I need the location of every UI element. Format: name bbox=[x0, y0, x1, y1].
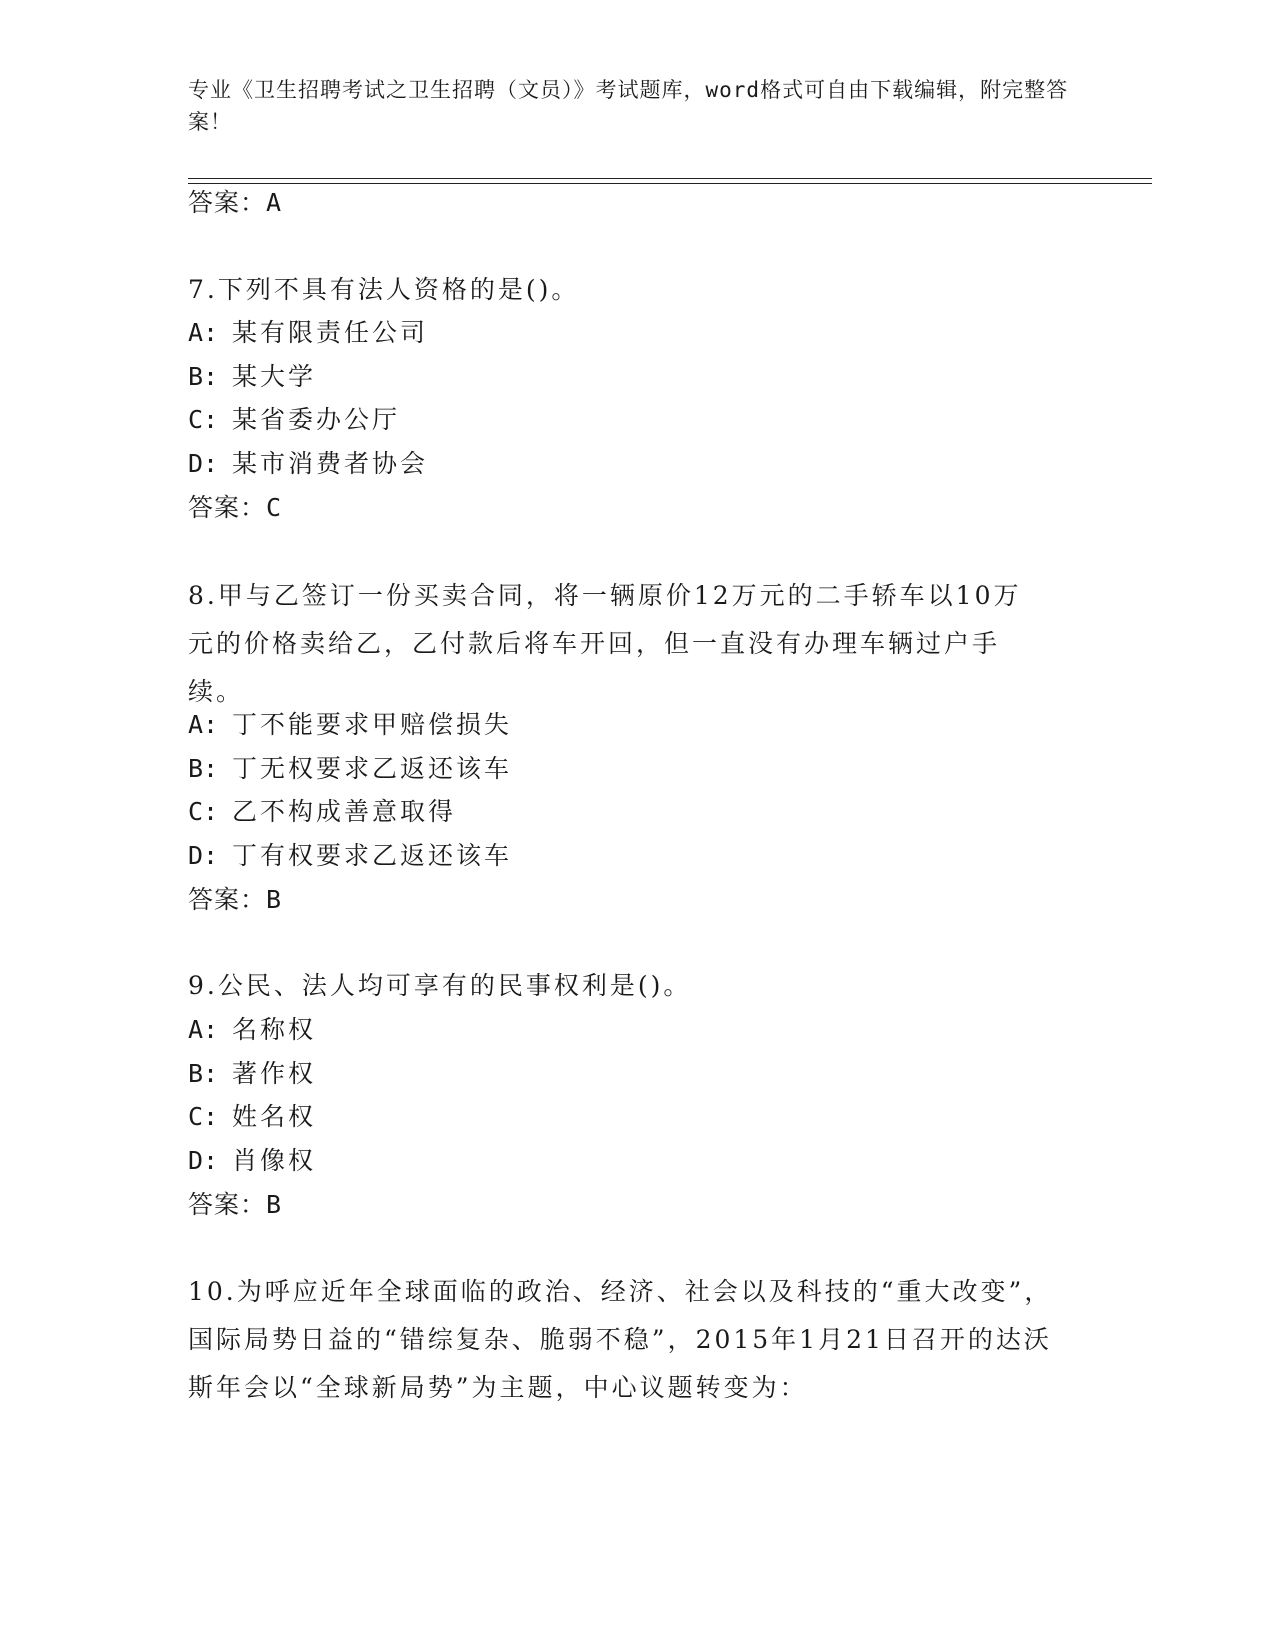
option bbox=[188, 1015, 316, 1045]
answer-value: A bbox=[266, 188, 283, 217]
option-key: C: bbox=[188, 405, 219, 434]
answer-line bbox=[188, 188, 282, 218]
option-text: 某省委办公厅 bbox=[232, 405, 401, 434]
header-divider bbox=[188, 178, 1152, 179]
option-key: B: bbox=[188, 754, 219, 783]
question-stem: 7.下列不具有法人资格的是()。 bbox=[188, 275, 580, 304]
option bbox=[188, 1102, 316, 1132]
option-text: 乙不构成善意取得 bbox=[232, 797, 457, 826]
answer-label: 答案： bbox=[188, 885, 267, 914]
header-divider-second bbox=[188, 183, 1152, 184]
option bbox=[188, 1146, 316, 1176]
option bbox=[188, 362, 316, 392]
option bbox=[188, 841, 512, 871]
option-text: 名称权 bbox=[232, 1015, 317, 1044]
option-text: 肖像权 bbox=[232, 1146, 317, 1175]
question-stem: 8.甲与乙签订一份买卖合同，将一辆原价12万元的二手轿车以10万元的价格卖给乙，乙付款后将车开回，但一直没有办理车辆过户手续。 bbox=[188, 581, 1022, 706]
option-key: B: bbox=[188, 1059, 219, 1088]
document-header: 专业《卫生招聘考试之卫生招聘（文员）》考试题库，word格式可自由下载编辑，附完整答案！ bbox=[188, 78, 1069, 134]
answer-value: C bbox=[266, 493, 283, 522]
option-key: D: bbox=[188, 841, 219, 870]
answer-line bbox=[188, 885, 282, 915]
option bbox=[188, 710, 512, 740]
option-text: 丁无权要求乙返还该车 bbox=[232, 754, 513, 783]
option bbox=[188, 1059, 316, 1089]
option bbox=[188, 797, 456, 827]
question-stem: 9.公民、法人均可享有的民事权利是()。 bbox=[188, 971, 692, 1000]
answer-line bbox=[188, 493, 282, 523]
option-text: 某市消费者协会 bbox=[232, 449, 429, 478]
option-key: C: bbox=[188, 797, 219, 826]
option-text: 丁不能要求甲赔偿损失 bbox=[232, 710, 513, 739]
answer-value: B bbox=[266, 885, 283, 914]
option-key: D: bbox=[188, 449, 219, 478]
option bbox=[188, 754, 512, 784]
answer-label: 答案： bbox=[188, 188, 267, 217]
option-key: D: bbox=[188, 1146, 219, 1175]
answer-label: 答案： bbox=[188, 493, 267, 522]
option-text: 某大学 bbox=[232, 362, 317, 391]
option-text: 丁有权要求乙返还该车 bbox=[232, 841, 513, 870]
option-key: B: bbox=[188, 362, 219, 391]
answer-label: 答案： bbox=[188, 1190, 267, 1219]
question-stem: 10.为呼应近年全球面临的政治、经济、社会以及科技的“重大改变”，国际局势日益的“错综复杂、脆弱不稳”，2015年1月21日召开的达沃斯年会以“全球新局势”为主题，中心议题转变为： bbox=[188, 1277, 1053, 1402]
option-key: C: bbox=[188, 1102, 219, 1131]
option-text: 姓名权 bbox=[232, 1102, 317, 1131]
option bbox=[188, 318, 428, 348]
option-key: A: bbox=[188, 710, 219, 739]
answer-line bbox=[188, 1190, 282, 1220]
answer-value: B bbox=[266, 1190, 283, 1219]
option-key: A: bbox=[188, 318, 219, 347]
option bbox=[188, 449, 428, 479]
option-text: 著作权 bbox=[232, 1059, 317, 1088]
option-text: 某有限责任公司 bbox=[232, 318, 429, 347]
option-key: A: bbox=[188, 1015, 219, 1044]
option bbox=[188, 405, 400, 435]
